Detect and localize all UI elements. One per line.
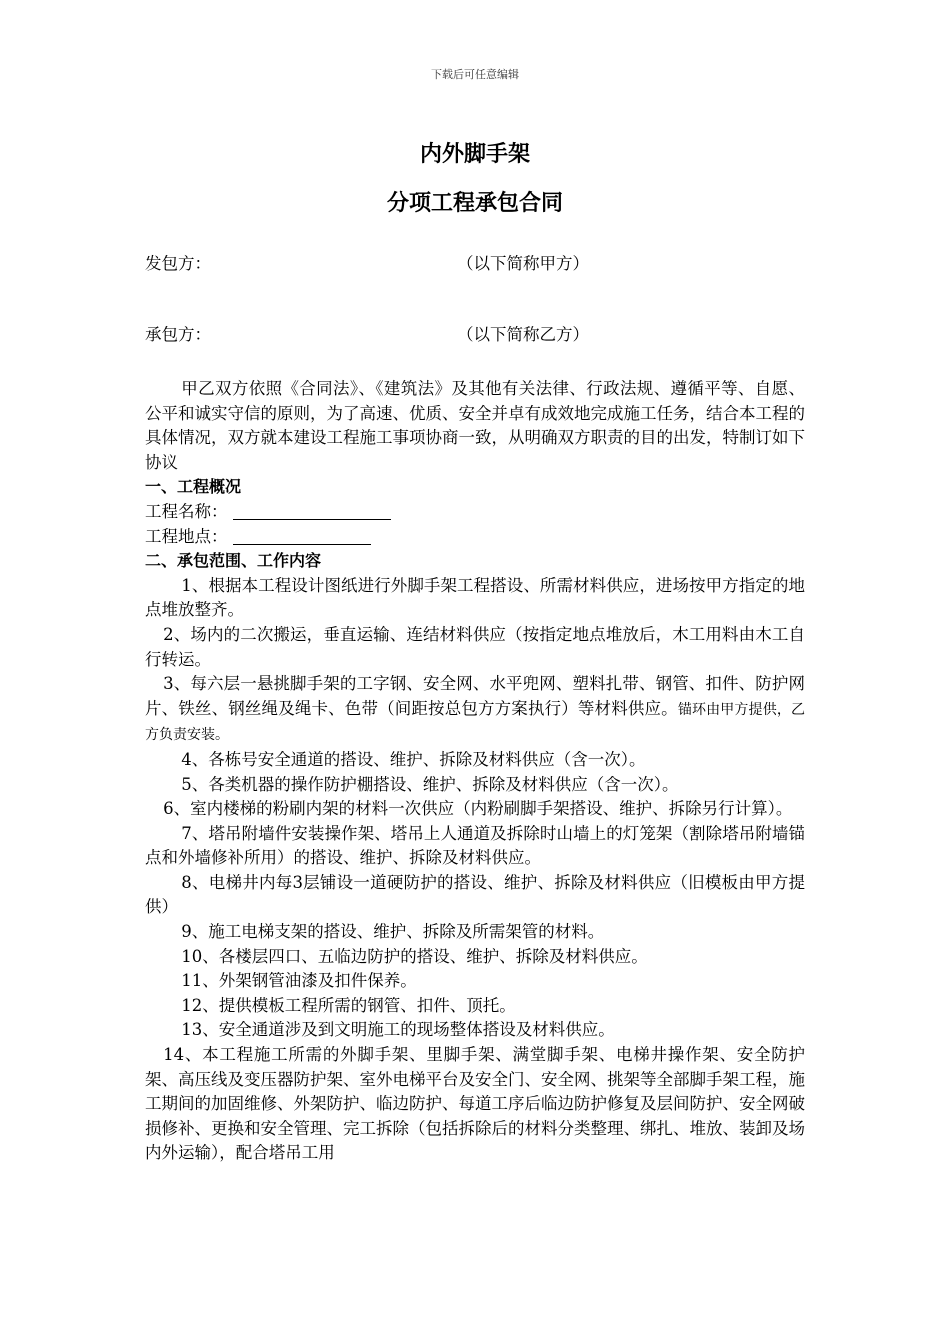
project-location-line [145,525,805,550]
project-location-blank [233,526,371,545]
scope-item-5: 5、各类机器的操作防护棚搭设、维护、拆除及材料供应（含一次）。 [181,774,679,794]
document-subtitle: 分项工程承包合同 [386,191,563,216]
scope-item-10: 10、各楼层四口、五临边防护的搭设、维护、拆除及材料供应。 [181,946,648,966]
party-b-label: 承包方： [145,325,211,344]
scope-item-9: 9、施工电梯支架的搭设、维护、拆除及所需架管的材料。 [181,922,605,942]
party-b-line [145,321,589,345]
party-a-note: （以下简称甲方） [457,254,589,273]
party-a-label: 发包方： [145,254,211,273]
project-name-line [145,500,805,525]
project-location-label: 工程地点： [145,526,228,546]
scope-item-7: 7、塔吊附墙件安装操作架、塔吊上人通道及拆除时山墙上的灯笼架（割除塔吊附墙锚点和外墙修补所用）的搭设、维护、拆除及材料供应。 [145,823,805,868]
scope-item-14: 14、本工程施工所需的外脚手架、里脚手架、满堂脚手架、电梯井操作架、安全防护架、高压线及变压器防护架、室外电梯平台及安全门、安全网、挑架等全部脚手架工程，施工期间的加固维修、外架防护、临边防护、每道工序后临边防护修复及层间防护、安全网破损修补、更换和安全管理、完工拆除（包括拆除后的材料分类整理、绑扎、堆放、装卸及场内外运输），配合塔吊工用 [145,1045,805,1163]
section-1-heading: 一、工程概况 [145,477,242,497]
project-name-blank [233,501,391,520]
scope-item-8: 8、电梯井内每3层铺设一道硬防护的搭设、维护、拆除及材料供应（旧模板由甲方提供） [145,872,805,917]
section-2-heading: 二、承包范围、工作内容 [145,551,322,571]
scope-item-6: 6、室内楼梯的粉刷内架的材料一次供应（内粉刷脚手架搭设、维护、拆除另行计算）。 [163,799,793,819]
scope-item-12: 12、提供模板工程所需的钢管、扣件、顶托。 [181,995,516,1015]
party-b-note: （以下简称乙方） [457,325,589,344]
project-name-label: 工程名称： [145,501,228,521]
scope-item-13: 13、安全通道涉及到文明施工的现场整体搭设及材料供应。 [181,1020,615,1040]
scope-item-3-note: 锚环由甲方提供，乙方负责安装。 [145,701,806,744]
document-title: 内外脚手架 [419,142,530,167]
contract-body [145,377,805,1166]
intro-paragraph: 甲乙双方依照《合同法》、《建筑法》及其他有关法律、行政法规、遵循平等、自愿、公平和诚实守信的原则，为了高速、优质、安全并卓有成效地完成施工任务，结合本工程的具体情况，双方就本建设工程施工事项协商一致，从明确双方职责的目的出发，特制订如下协议 [145,379,805,472]
party-a-line [145,250,589,274]
scope-item-1: 1、根据本工程设计图纸进行外脚手架工程搭设、所需材料供应，进场按甲方指定的地点堆放整齐。 [145,575,805,620]
scope-item-3-text: 3、每六层一悬挑脚手架的工字钢、安全网、水平兜网、塑料扎带、钢管、扣件、防护网片、铁丝、钢丝绳及绳卡、色带（间距按总包方方案执行）等材料供应。 [145,674,805,718]
header-note: 下载后可任意编辑 [431,68,519,81]
scope-item-2: 2、场内的二次搬运，垂直运输、连结材料供应（按指定地点堆放后，木工用料由木工自行转运。 [145,624,805,669]
scope-item-3 [145,672,805,748]
scope-item-11: 11、外架钢管油漆及扣件保养。 [181,971,417,991]
scope-item-4: 4、各栋号安全通道的搭设、维护、拆除及材料供应（含一次）。 [181,749,646,769]
